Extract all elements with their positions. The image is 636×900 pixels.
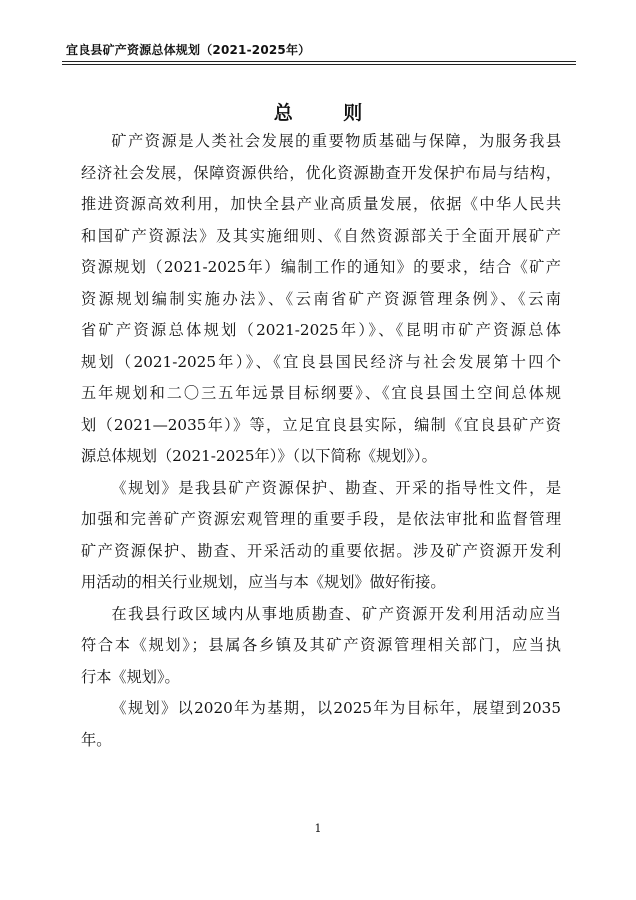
text-line: 符合本《规划》；县属各乡镇及其矿产资源管理相关部门，应当执 bbox=[81, 636, 561, 654]
text-line: 和国矿产资源法》及其实施细则、《自然资源部关于全面开展矿产 bbox=[81, 226, 561, 245]
text-line: 划（2021—2035年）》等，立足宜良县实际，编制《宜良县矿产资 bbox=[81, 415, 561, 434]
text-line: 矿产资源保护、勘查、开采活动的重要依据。涉及矿产资源开发利 bbox=[81, 541, 561, 560]
header-rule bbox=[62, 61, 576, 62]
text-line: 《规划》以2020年为基期，以2025年为目标年，展望到2035 bbox=[111, 699, 561, 717]
text-line: 《规划》是我县矿产资源保护、勘查、开采的指导性文件，是 bbox=[111, 478, 561, 497]
text-line: 在我县行政区域内从事地质勘查、矿产资源开发利用活动应当 bbox=[111, 604, 561, 623]
paragraph bbox=[81, 126, 561, 473]
text-line: 加强和完善矿产资源宏观管理的重要手段，是依法审批和监督管理 bbox=[81, 510, 561, 528]
paragraph bbox=[81, 599, 561, 694]
document-body bbox=[81, 126, 561, 756]
paragraph bbox=[81, 473, 561, 599]
text-line: 资源规划（2021-2025年）编制工作的通知》的要求，结合《矿产 bbox=[81, 258, 561, 276]
text-line: 行本《规划》。 bbox=[81, 667, 180, 686]
text-line: 资源规划编制实施办法》、《云南省矿产资源管理条例》、《云南 bbox=[81, 289, 561, 308]
paragraph bbox=[81, 693, 561, 756]
text-line: 五年规划和二〇三五年远景目标纲要》、《宜良县国土空间总体规 bbox=[81, 384, 561, 402]
text-line: 年。 bbox=[81, 730, 112, 749]
running-header-title: 宜良县矿产资源总体规划（2021-2025年） bbox=[66, 43, 311, 57]
text-line: 推进资源高效利用，加快全县产业高质量发展，依据《中华人民共 bbox=[81, 195, 561, 213]
header-rule-thin bbox=[62, 64, 576, 65]
text-line: 源总体规划（2021-2025年）》（以下简称《规划》）。 bbox=[81, 447, 437, 465]
text-line: 经济社会发展，保障资源供给，优化资源勘查开发保护布局与结构， bbox=[81, 163, 561, 182]
section-title: 总 则 bbox=[273, 102, 385, 124]
text-line: 矿产资源是人类社会发展的重要物质基础与保障，为服务我县 bbox=[111, 132, 561, 150]
text-line: 规划（2021-2025年）》、《宜良县国民经济与社会发展第十四个 bbox=[81, 352, 561, 371]
text-line: 用活动的相关行业规划，应当与本《规划》做好衔接。 bbox=[81, 573, 446, 591]
page-number: 1 bbox=[314, 822, 322, 835]
text-line: 省矿产资源总体规划（2021-2025年）》、《昆明市矿产资源总体 bbox=[81, 321, 561, 339]
